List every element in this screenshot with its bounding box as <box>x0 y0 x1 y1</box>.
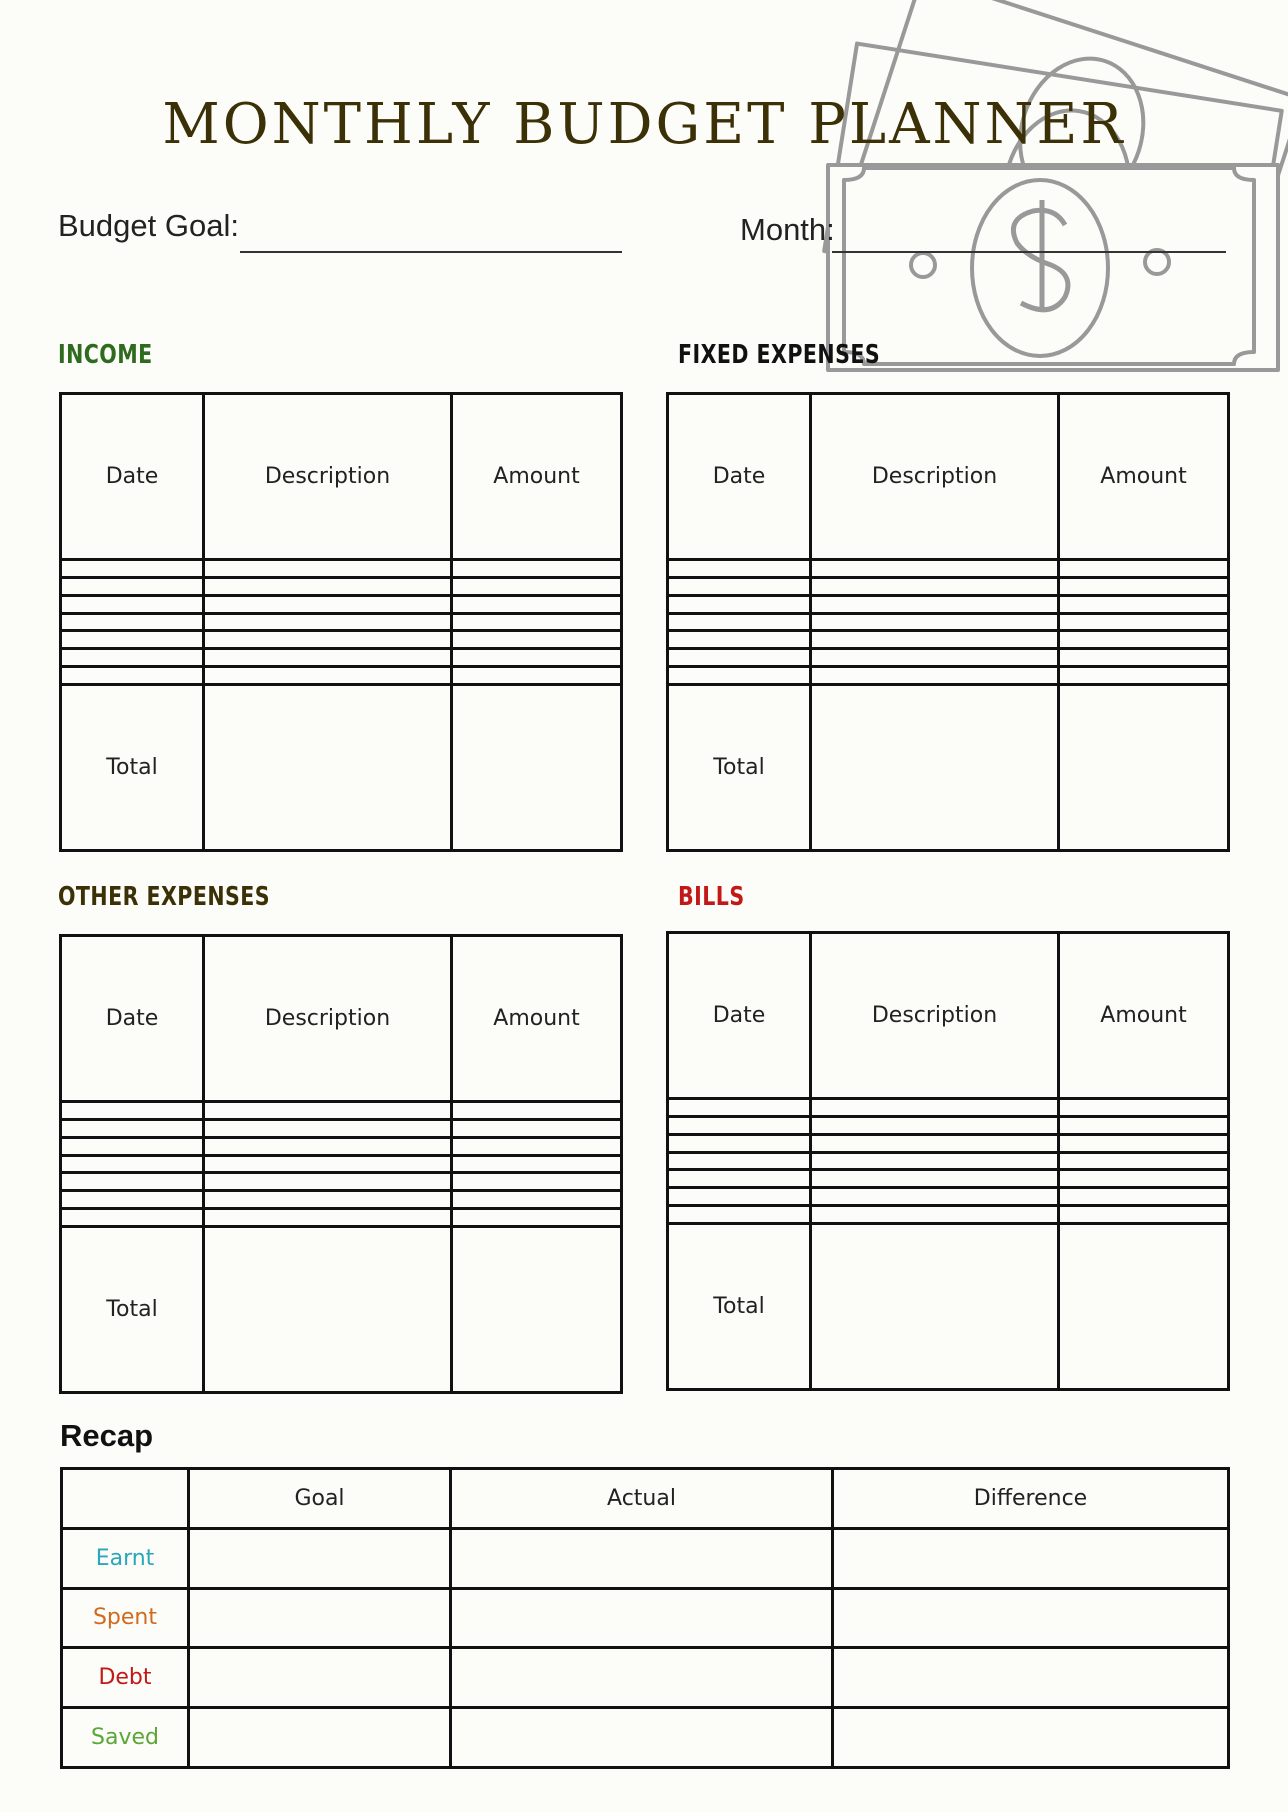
column-header: Description <box>204 394 452 560</box>
recap-cell[interactable] <box>451 1648 833 1708</box>
column-header: Date <box>668 933 811 1099</box>
table-cell[interactable] <box>204 1137 452 1155</box>
table-cell[interactable] <box>452 560 622 578</box>
bills-table <box>666 931 1230 1391</box>
table-cell[interactable] <box>811 649 1059 667</box>
column-header: Description <box>204 936 452 1102</box>
table-cell[interactable] <box>452 1102 622 1120</box>
table-cell[interactable] <box>61 577 204 595</box>
table-cell[interactable] <box>1059 1205 1229 1223</box>
table-cell[interactable] <box>452 613 622 631</box>
other-expenses-title: OTHER EXPENSES <box>58 882 271 912</box>
table-cell[interactable] <box>452 1191 622 1209</box>
recap-row-saved <box>62 1708 1229 1768</box>
recap-cell[interactable] <box>189 1708 451 1768</box>
total-label: Total <box>61 684 204 850</box>
table-cell[interactable] <box>1059 560 1229 578</box>
table-cell[interactable] <box>1059 1152 1229 1170</box>
table-cell[interactable] <box>668 631 811 649</box>
table-cell[interactable] <box>1059 666 1229 684</box>
total-row <box>61 1226 622 1392</box>
recap-row-spent <box>62 1588 1229 1648</box>
table-row <box>668 666 1229 684</box>
table-row <box>668 560 1229 578</box>
table-cell[interactable] <box>811 613 1059 631</box>
table-row <box>668 1152 1229 1170</box>
table-row <box>61 613 622 631</box>
total-cell[interactable] <box>204 1226 452 1392</box>
table-row <box>61 560 622 578</box>
table-cell[interactable] <box>668 613 811 631</box>
table-cell[interactable] <box>811 1205 1059 1223</box>
table-cell[interactable] <box>61 1173 204 1191</box>
table-cell[interactable] <box>1059 1170 1229 1188</box>
table-cell[interactable] <box>811 1170 1059 1188</box>
recap-corner-cell <box>62 1469 189 1529</box>
table-cell[interactable] <box>668 649 811 667</box>
header-row <box>61 936 622 1102</box>
table-cell[interactable] <box>1059 1116 1229 1134</box>
table-cell[interactable] <box>204 577 452 595</box>
recap-header-row <box>62 1469 1229 1529</box>
table-row <box>668 1099 1229 1117</box>
table-cell[interactable] <box>811 666 1059 684</box>
table-cell[interactable] <box>1059 1188 1229 1206</box>
table-row <box>668 613 1229 631</box>
column-header: Description <box>811 394 1059 560</box>
dollar-bills-icon <box>780 0 1288 380</box>
table-cell[interactable] <box>204 1102 452 1120</box>
recap-column-header: Difference <box>833 1469 1229 1529</box>
header-row <box>61 394 622 560</box>
table-row <box>61 631 622 649</box>
column-header: Description <box>811 933 1059 1099</box>
recap-cell[interactable] <box>451 1528 833 1588</box>
bills-title: BILLS <box>678 882 745 912</box>
column-header: Date <box>668 394 811 560</box>
page-title: MONTHLY BUDGET PLANNER <box>162 92 1126 157</box>
income-table <box>59 392 623 852</box>
table-cell[interactable] <box>204 666 452 684</box>
table-cell[interactable] <box>452 595 622 613</box>
table-cell[interactable] <box>61 1208 204 1226</box>
table-cell[interactable] <box>668 1170 811 1188</box>
table-cell[interactable] <box>452 649 622 667</box>
table-cell[interactable] <box>811 560 1059 578</box>
recap-cell[interactable] <box>833 1528 1229 1588</box>
table-row <box>668 1188 1229 1206</box>
table-cell[interactable] <box>452 631 622 649</box>
table-cell[interactable] <box>452 1137 622 1155</box>
total-cell[interactable] <box>811 684 1059 850</box>
table-row <box>668 1116 1229 1134</box>
table-cell[interactable] <box>668 1205 811 1223</box>
table-row <box>61 1173 622 1191</box>
table-cell[interactable] <box>204 560 452 578</box>
table-row <box>668 1205 1229 1223</box>
total-row <box>668 684 1229 850</box>
table-row <box>61 1119 622 1137</box>
total-cell[interactable] <box>1059 684 1229 850</box>
table-cell[interactable] <box>61 613 204 631</box>
total-cell[interactable] <box>452 684 622 850</box>
table-cell[interactable] <box>452 1208 622 1226</box>
month-line[interactable] <box>832 251 1226 253</box>
table-cell[interactable] <box>61 666 204 684</box>
table-cell[interactable] <box>61 1191 204 1209</box>
table-row <box>61 1191 622 1209</box>
table-cell[interactable] <box>452 1155 622 1173</box>
table-cell[interactable] <box>668 1134 811 1152</box>
table-cell[interactable] <box>668 595 811 613</box>
table-cell[interactable] <box>811 1134 1059 1152</box>
recap-row-label: Earnt <box>62 1528 189 1588</box>
total-cell[interactable] <box>1059 1223 1229 1389</box>
table-row <box>668 1134 1229 1152</box>
table-row <box>61 1155 622 1173</box>
table-cell[interactable] <box>811 631 1059 649</box>
fixed-expenses-title: FIXED EXPENSES <box>678 340 881 370</box>
table-cell[interactable] <box>1059 1134 1229 1152</box>
table-row <box>668 577 1229 595</box>
table-cell[interactable] <box>1059 649 1229 667</box>
total-label: Total <box>668 684 811 850</box>
table-cell[interactable] <box>452 577 622 595</box>
recap-column-header: Goal <box>189 1469 451 1529</box>
table-row <box>668 595 1229 613</box>
recap-cell[interactable] <box>189 1648 451 1708</box>
table-row <box>668 649 1229 667</box>
table-cell[interactable] <box>61 1137 204 1155</box>
table-cell[interactable] <box>1059 577 1229 595</box>
recap-column-header: Actual <box>451 1469 833 1529</box>
recap-row-label: Saved <box>62 1708 189 1768</box>
recap-table <box>60 1467 1230 1769</box>
recap-cell[interactable] <box>189 1588 451 1648</box>
table-cell[interactable] <box>1059 1099 1229 1117</box>
total-label: Total <box>61 1226 204 1392</box>
recap-row-debt <box>62 1648 1229 1708</box>
table-cell[interactable] <box>1059 595 1229 613</box>
total-row <box>668 1223 1229 1389</box>
table-cell[interactable] <box>452 666 622 684</box>
table-cell[interactable] <box>452 1119 622 1137</box>
table-cell[interactable] <box>668 1099 811 1117</box>
column-header: Amount <box>1059 394 1229 560</box>
table-cell[interactable] <box>61 560 204 578</box>
table-cell[interactable] <box>811 1099 1059 1117</box>
table-cell[interactable] <box>204 613 452 631</box>
table-cell[interactable] <box>452 1173 622 1191</box>
fixed-expenses-table <box>666 392 1230 852</box>
table-cell[interactable] <box>668 577 811 595</box>
total-cell[interactable] <box>204 684 452 850</box>
table-cell[interactable] <box>61 595 204 613</box>
recap-row-label: Debt <box>62 1648 189 1708</box>
total-cell[interactable] <box>811 1223 1059 1389</box>
income-title: INCOME <box>58 340 153 370</box>
table-cell[interactable] <box>668 1116 811 1134</box>
recap-cell[interactable] <box>833 1588 1229 1648</box>
recap-row-earnt <box>62 1528 1229 1588</box>
header-row <box>668 933 1229 1099</box>
column-header: Amount <box>1059 933 1229 1099</box>
table-cell[interactable] <box>204 595 452 613</box>
table-cell[interactable] <box>1059 631 1229 649</box>
column-header: Date <box>61 394 204 560</box>
table-row <box>61 666 622 684</box>
recap-cell[interactable] <box>451 1588 833 1648</box>
column-header: Date <box>61 936 204 1102</box>
table-cell[interactable] <box>204 1173 452 1191</box>
table-cell[interactable] <box>204 631 452 649</box>
total-cell[interactable] <box>452 1226 622 1392</box>
recap-row-label: Spent <box>62 1588 189 1648</box>
column-header: Amount <box>452 394 622 560</box>
table-cell[interactable] <box>61 1102 204 1120</box>
recap-cell[interactable] <box>189 1528 451 1588</box>
table-row <box>61 1137 622 1155</box>
table-row <box>61 649 622 667</box>
table-cell[interactable] <box>811 577 1059 595</box>
month-label: Month: <box>740 212 835 247</box>
table-row <box>61 1102 622 1120</box>
table-cell[interactable] <box>668 1152 811 1170</box>
budget-goal-label: Budget Goal: <box>58 208 239 243</box>
table-cell[interactable] <box>811 1116 1059 1134</box>
table-cell[interactable] <box>61 1155 204 1173</box>
table-cell[interactable] <box>61 1119 204 1137</box>
column-header: Amount <box>452 936 622 1102</box>
table-cell[interactable] <box>1059 613 1229 631</box>
other-expenses-table <box>59 934 623 1394</box>
table-cell[interactable] <box>811 595 1059 613</box>
table-cell[interactable] <box>204 649 452 667</box>
header-row <box>668 394 1229 560</box>
budget-goal-line[interactable] <box>240 251 622 253</box>
total-row <box>61 684 622 850</box>
table-cell[interactable] <box>668 666 811 684</box>
recap-title: Recap <box>60 1418 154 1453</box>
table-cell[interactable] <box>811 1188 1059 1206</box>
table-cell[interactable] <box>668 1188 811 1206</box>
table-cell[interactable] <box>61 631 204 649</box>
total-label: Total <box>668 1223 811 1389</box>
recap-cell[interactable] <box>833 1648 1229 1708</box>
table-row <box>668 631 1229 649</box>
table-row <box>61 577 622 595</box>
recap-cell[interactable] <box>833 1708 1229 1768</box>
table-cell[interactable] <box>811 1152 1059 1170</box>
table-cell[interactable] <box>204 1119 452 1137</box>
table-cell[interactable] <box>61 649 204 667</box>
table-row <box>61 595 622 613</box>
table-cell[interactable] <box>204 1155 452 1173</box>
recap-cell[interactable] <box>451 1708 833 1768</box>
table-cell[interactable] <box>204 1191 452 1209</box>
table-cell[interactable] <box>204 1208 452 1226</box>
table-row <box>61 1208 622 1226</box>
table-cell[interactable] <box>668 560 811 578</box>
table-row <box>668 1170 1229 1188</box>
